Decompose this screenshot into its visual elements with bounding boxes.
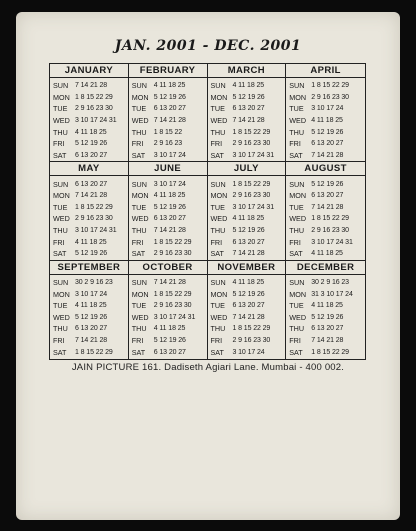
weekday-dates: 7 14 21 28	[153, 117, 186, 125]
weekday-dates: 2 9 16 23 30	[153, 250, 192, 258]
weekday-label: SAT	[210, 150, 224, 160]
month-name: FEBRUARY	[129, 64, 207, 78]
weekday-label: MON	[210, 289, 228, 299]
weekday-row	[289, 150, 363, 162]
weekday-dates: 4 11 18 25	[311, 302, 343, 310]
weekday-dates: 7 14 21 28	[75, 192, 108, 200]
weekday-row	[211, 80, 284, 92]
weekday-row	[53, 80, 126, 92]
weekday-row	[289, 323, 363, 335]
month-block	[286, 261, 365, 359]
weekday-label: MON	[210, 191, 228, 201]
weekday-row	[53, 346, 126, 358]
weekday-dates: 3 10 17 24 31	[153, 313, 196, 321]
month-name: NOVEMBER	[208, 261, 286, 275]
weekday-dates: 5 12 19 26	[311, 313, 344, 321]
month-name: SEPTEMBER	[50, 261, 128, 275]
weekday-row	[53, 190, 126, 202]
weekday-row	[211, 300, 284, 312]
weekday-dates: 7 14 21 28	[232, 117, 265, 125]
weekday-row	[289, 190, 363, 202]
weekday-label: SAT	[131, 150, 146, 160]
weekday-row	[211, 126, 284, 138]
weekday-dates: 1 8 15 22 29	[311, 348, 349, 356]
weekday-row	[211, 236, 284, 248]
weekday-row	[132, 311, 205, 323]
weekday-row	[211, 190, 284, 202]
weekday-dates: 5 12 19 26	[153, 336, 186, 344]
weekday-label: TUE	[289, 301, 304, 311]
weekday-label: SAT	[53, 249, 67, 259]
weekday-label: MON	[289, 289, 307, 299]
weekday-dates: 30 2 9 16 23	[311, 278, 349, 286]
weekday-label: SUN	[53, 179, 69, 189]
weekday-dates: 4 11 18 25	[153, 192, 186, 200]
weekday-label: TUE	[131, 104, 147, 114]
weekday-dates: 6 13 20 27	[153, 105, 186, 113]
publisher-footer: JAIN PICTURE 161. Dadiseth Agiari Lane. Mumbai - 400 002.	[71, 362, 345, 373]
weekday-label: THU	[131, 127, 147, 137]
weekday-label: SAT	[53, 150, 67, 160]
weekday-label: FRI	[210, 335, 223, 345]
weekday-label: FRI	[53, 139, 65, 149]
weekday-label: TUE	[210, 202, 225, 212]
weekday-label: SAT	[131, 249, 146, 259]
weekday-row	[289, 202, 363, 214]
month-name: APRIL	[286, 64, 365, 78]
weekday-label: MON	[53, 92, 70, 102]
weekday-dates: 1 8 15 22 29	[232, 128, 271, 136]
weekday-label: MON	[53, 289, 70, 299]
weekday-dates: 2 9 16 23 30	[311, 227, 349, 234]
weekday-dates: 3 10 17 24 31	[75, 227, 117, 234]
weekday-label: SUN	[210, 179, 226, 189]
weekday-row	[289, 92, 363, 104]
weekday-label: THU	[131, 324, 147, 334]
weekday-dates: 4 11 18 25	[232, 278, 265, 286]
weekday-dates: 7 14 21 28	[153, 278, 186, 286]
month-block	[129, 64, 208, 162]
weekday-row	[53, 323, 126, 335]
weekday-row	[211, 115, 284, 127]
weekday-label: FRI	[131, 237, 144, 247]
weekday-label: TUE	[131, 202, 147, 212]
weekday-dates: 1 8 15 22 29	[75, 348, 113, 356]
weekday-dates: 4 11 18 25	[311, 117, 343, 125]
weekday-row	[132, 248, 205, 260]
weekday-row	[53, 213, 126, 225]
weekday-label: FRI	[131, 335, 144, 345]
weekday-row	[132, 150, 205, 162]
weekday-row	[289, 288, 363, 300]
weekday-row	[132, 103, 205, 115]
month-name: DECEMBER	[286, 261, 365, 275]
weekday-label: WED	[53, 116, 70, 126]
weekday-row	[53, 150, 126, 162]
month-name: AUGUST	[286, 162, 365, 176]
weekday-dates: 6 13 20 27	[311, 325, 344, 333]
weekday-row	[132, 277, 205, 289]
weekday-label: SAT	[289, 150, 303, 160]
weekday-label: SUN	[210, 277, 226, 287]
weekday-row	[132, 138, 205, 150]
weekday-dates: 2 9 16 23	[153, 140, 183, 148]
weekday-label: FRI	[131, 139, 144, 149]
weekday-label: MON	[289, 92, 307, 102]
weekday-dates: 2 9 16 23 30	[75, 215, 113, 223]
weekday-dates: 3 10 17 24 31	[232, 203, 275, 211]
weekday-dates: 5 12 19 26	[232, 290, 265, 298]
weekday-row	[132, 225, 205, 237]
month-block	[208, 162, 287, 260]
weekday-label: WED	[131, 214, 149, 224]
weekday-row	[53, 92, 126, 104]
weekday-label: THU	[210, 226, 226, 235]
weekday-label: TUE	[210, 104, 225, 114]
weekday-row	[53, 335, 126, 347]
weekday-label: SUN	[53, 81, 69, 91]
weekday-dates: 4 11 18 25	[75, 302, 107, 310]
month-block	[129, 162, 208, 260]
weekday-row	[211, 277, 284, 289]
weekday-label: WED	[289, 312, 307, 322]
weekday-label: THU	[289, 127, 305, 137]
weekday-dates: 3 10 17 24	[153, 151, 186, 159]
weekday-dates: 7 14 21 28	[232, 250, 265, 258]
weekday-label: WED	[210, 116, 228, 126]
weekday-label: SUN	[289, 277, 305, 287]
weekday-row	[53, 103, 126, 115]
weekday-row	[289, 126, 363, 138]
weekday-label: TUE	[131, 301, 147, 311]
weekday-dates: 3 10 17 24 31	[311, 238, 353, 246]
weekday-dates: 6 13 20 27	[75, 180, 108, 188]
weekday-dates: 1 8 15 22 29	[311, 215, 349, 223]
weekday-label: FRI	[210, 237, 223, 247]
weekday-dates: 1 8 15 22 29	[232, 180, 271, 188]
weekday-row	[132, 202, 205, 214]
weekday-row	[289, 311, 363, 323]
weekday-dates: 7 14 21 28	[75, 82, 108, 90]
weekday-row	[53, 300, 126, 312]
weekday-dates: 2 9 16 23 30	[311, 93, 349, 101]
weekday-dates: 3 10 17 24	[153, 180, 186, 188]
weekday-dates: 5 12 19 26	[311, 180, 344, 188]
weekday-row	[53, 248, 126, 260]
weekday-row	[211, 323, 284, 335]
weekday-dates: 6 13 20 27	[232, 105, 265, 113]
weekday-dates: 1 8 15 22 29	[311, 82, 349, 90]
weekday-dates: 7 14 21 28	[311, 203, 344, 211]
weekday-label: SUN	[131, 81, 147, 91]
weekday-label: MON	[131, 191, 149, 201]
weekday-dates: 1 8 15 22 29	[75, 93, 113, 101]
weekday-dates: 30 2 9 16 23	[75, 278, 113, 286]
weekday-label: TUE	[289, 104, 304, 114]
weekday-dates: 3 10 17 24	[232, 348, 265, 356]
weekday-row	[53, 115, 126, 127]
weekday-label: FRI	[53, 237, 65, 247]
weekday-row	[53, 138, 126, 150]
weekday-dates: 5 12 19 26	[153, 203, 186, 211]
weekday-dates: 2 9 16 23 30	[232, 336, 271, 344]
weekday-label: THU	[53, 324, 68, 334]
month-block	[286, 162, 365, 260]
weekday-row	[289, 225, 363, 237]
weekday-dates: 6 13 20 27	[311, 192, 344, 200]
weekday-dates: 5 12 19 26	[153, 93, 186, 101]
weekday-dates: 3 10 17 24	[311, 105, 344, 113]
weekday-label: MON	[131, 92, 149, 102]
weekday-dates: 1 8 15 22	[153, 128, 183, 136]
weekday-label: WED	[210, 312, 228, 322]
weekday-row	[211, 202, 284, 214]
weekday-dates: 6 13 20 27	[75, 151, 108, 159]
weekday-dates: 3 10 17 24 31	[232, 151, 275, 159]
weekday-label: SUN	[131, 179, 147, 189]
weekday-row	[289, 103, 363, 115]
weekday-row	[211, 178, 284, 190]
weekday-label: SAT	[289, 249, 303, 259]
weekday-row	[289, 346, 363, 358]
weekday-label: SUN	[53, 277, 69, 287]
weekday-row	[289, 335, 363, 347]
weekday-row	[211, 335, 284, 347]
weekday-label: SUN	[289, 179, 305, 189]
weekday-label: FRI	[210, 139, 223, 149]
weekday-row	[132, 213, 205, 225]
weekday-label: THU	[53, 127, 68, 137]
weekday-row	[132, 126, 205, 138]
weekday-label: TUE	[53, 202, 68, 212]
weekday-dates: 5 12 19 26	[232, 227, 265, 234]
weekday-dates: 5 12 19 26	[311, 128, 344, 136]
weekday-label: SUN	[210, 81, 226, 91]
weekday-label: SUN	[289, 81, 305, 91]
weekday-dates: 2 9 16 23 30	[232, 140, 271, 148]
weekday-dates: 7 14 21 28	[311, 151, 344, 159]
month-block	[50, 64, 129, 162]
weekday-row	[289, 178, 363, 190]
weekday-dates: 4 11 18 25	[153, 82, 186, 90]
weekday-label: FRI	[289, 237, 301, 247]
weekday-dates: 6 13 20 27	[153, 215, 186, 223]
weekday-row	[289, 80, 363, 92]
month-name: MARCH	[208, 64, 286, 78]
weekday-label: WED	[131, 312, 149, 322]
weekday-dates: 7 14 21 28	[153, 227, 186, 234]
weekday-row	[132, 190, 205, 202]
weekday-label: THU	[210, 324, 226, 334]
weekday-row	[53, 178, 126, 190]
weekday-dates: 4 11 18 25	[232, 215, 265, 223]
weekday-dates: 1 8 15 22 29	[232, 325, 271, 333]
weekday-dates: 2 9 16 23 30	[153, 302, 192, 310]
weekday-dates: 7 14 21 28	[232, 313, 265, 321]
weekday-dates: 6 13 20 27	[232, 238, 265, 246]
weekday-row	[211, 225, 284, 237]
weekday-row	[211, 346, 284, 358]
month-name: MAY	[50, 162, 128, 176]
weekday-label: SUN	[131, 277, 147, 287]
weekday-label: FRI	[289, 335, 301, 345]
weekday-dates: 2 9 16 23 30	[75, 105, 113, 113]
weekday-row	[289, 277, 363, 289]
weekday-label: SAT	[210, 249, 224, 259]
weekday-dates: 2 9 16 23 30	[232, 192, 271, 200]
weekday-row	[211, 311, 284, 323]
weekday-row	[211, 138, 284, 150]
weekday-label: THU	[289, 226, 305, 235]
month-name: JANUARY	[50, 64, 128, 78]
weekday-label: SAT	[131, 347, 146, 357]
weekday-label: MON	[131, 289, 149, 299]
weekday-dates: 31 3 10 17 24	[311, 290, 353, 298]
calendar-title: JAN. 2001 - DEC. 2001	[114, 38, 302, 54]
weekday-label: TUE	[289, 202, 304, 212]
weekday-dates: 1 8 15 22 29	[75, 203, 113, 211]
weekday-dates: 5 12 19 26	[75, 313, 108, 321]
weekday-dates: 5 12 19 26	[232, 93, 265, 101]
weekday-label: TUE	[53, 301, 68, 311]
weekday-row	[132, 300, 205, 312]
weekday-dates: 4 11 18 25	[75, 238, 107, 246]
weekday-row	[289, 300, 363, 312]
weekday-label: MON	[210, 92, 228, 102]
weekday-dates: 7 14 21 28	[311, 336, 344, 344]
weekday-row	[132, 288, 205, 300]
weekday-dates: 1 8 15 22 29	[153, 238, 192, 246]
weekday-dates: 4 11 18 25	[232, 82, 265, 90]
weekday-label: WED	[289, 116, 307, 126]
weekday-row	[132, 92, 205, 104]
weekday-label: MON	[289, 191, 307, 201]
weekday-dates: 7 14 21 28	[75, 336, 108, 344]
weekday-label: TUE	[210, 301, 225, 311]
weekday-label: WED	[289, 214, 307, 224]
weekday-dates: 6 13 20 27	[153, 348, 186, 356]
weekday-dates: 3 10 17 24	[75, 290, 108, 298]
weekday-row	[53, 311, 126, 323]
calendar-grid	[49, 63, 366, 360]
month-block	[286, 64, 365, 162]
weekday-row	[53, 126, 126, 138]
weekday-row	[211, 288, 284, 300]
month-block	[208, 261, 287, 359]
weekday-row	[53, 236, 126, 248]
weekday-label: WED	[210, 214, 228, 224]
weekday-label: SAT	[289, 347, 303, 357]
weekday-row	[132, 335, 205, 347]
weekday-row	[132, 178, 205, 190]
month-name: JULY	[208, 162, 286, 176]
weekday-label: THU	[131, 226, 147, 235]
weekday-row	[132, 80, 205, 92]
weekday-row	[53, 277, 126, 289]
weekday-dates: 6 13 20 27	[232, 302, 265, 310]
weekday-row	[53, 202, 126, 214]
month-name: OCTOBER	[129, 261, 207, 275]
weekday-label: THU	[53, 226, 68, 235]
month-block	[208, 64, 287, 162]
weekday-row	[211, 248, 284, 260]
weekday-row	[289, 236, 363, 248]
weekday-row	[211, 150, 284, 162]
weekday-row	[211, 103, 284, 115]
weekday-label: SAT	[53, 347, 67, 357]
month-block	[50, 162, 129, 260]
weekday-label: THU	[210, 127, 226, 137]
weekday-dates: 6 13 20 27	[75, 325, 108, 333]
weekday-dates: 1 8 15 22 29	[153, 290, 192, 298]
weekday-label: MON	[53, 191, 70, 201]
weekday-dates: 4 11 18 25	[311, 250, 343, 258]
weekday-dates: 6 13 20 27	[311, 140, 344, 148]
weekday-row	[132, 346, 205, 358]
weekday-row	[289, 138, 363, 150]
weekday-row	[132, 115, 205, 127]
weekday-row	[211, 213, 284, 225]
weekday-label: SAT	[210, 347, 224, 357]
weekday-label: WED	[53, 312, 70, 322]
weekday-row	[53, 225, 126, 237]
weekday-label: FRI	[289, 139, 301, 149]
month-name: JUNE	[129, 162, 207, 176]
month-block	[50, 261, 129, 359]
weekday-row	[132, 323, 205, 335]
weekday-row	[132, 236, 205, 248]
weekday-row	[289, 213, 363, 225]
weekday-row	[53, 288, 126, 300]
weekday-label: TUE	[53, 104, 68, 114]
weekday-dates: 4 11 18 25	[75, 128, 107, 136]
weekday-dates: 5 12 19 26	[75, 140, 108, 148]
weekday-row	[289, 248, 363, 260]
weekday-dates: 5 12 19 26	[75, 250, 108, 258]
weekday-label: THU	[289, 324, 305, 334]
weekday-label: FRI	[53, 335, 65, 345]
weekday-row	[289, 115, 363, 127]
month-block	[129, 261, 208, 359]
weekday-dates: 4 11 18 25	[153, 325, 186, 333]
weekday-row	[211, 92, 284, 104]
weekday-label: WED	[131, 116, 149, 126]
weekday-label: WED	[53, 214, 70, 224]
weekday-dates: 3 10 17 24 31	[75, 117, 117, 125]
